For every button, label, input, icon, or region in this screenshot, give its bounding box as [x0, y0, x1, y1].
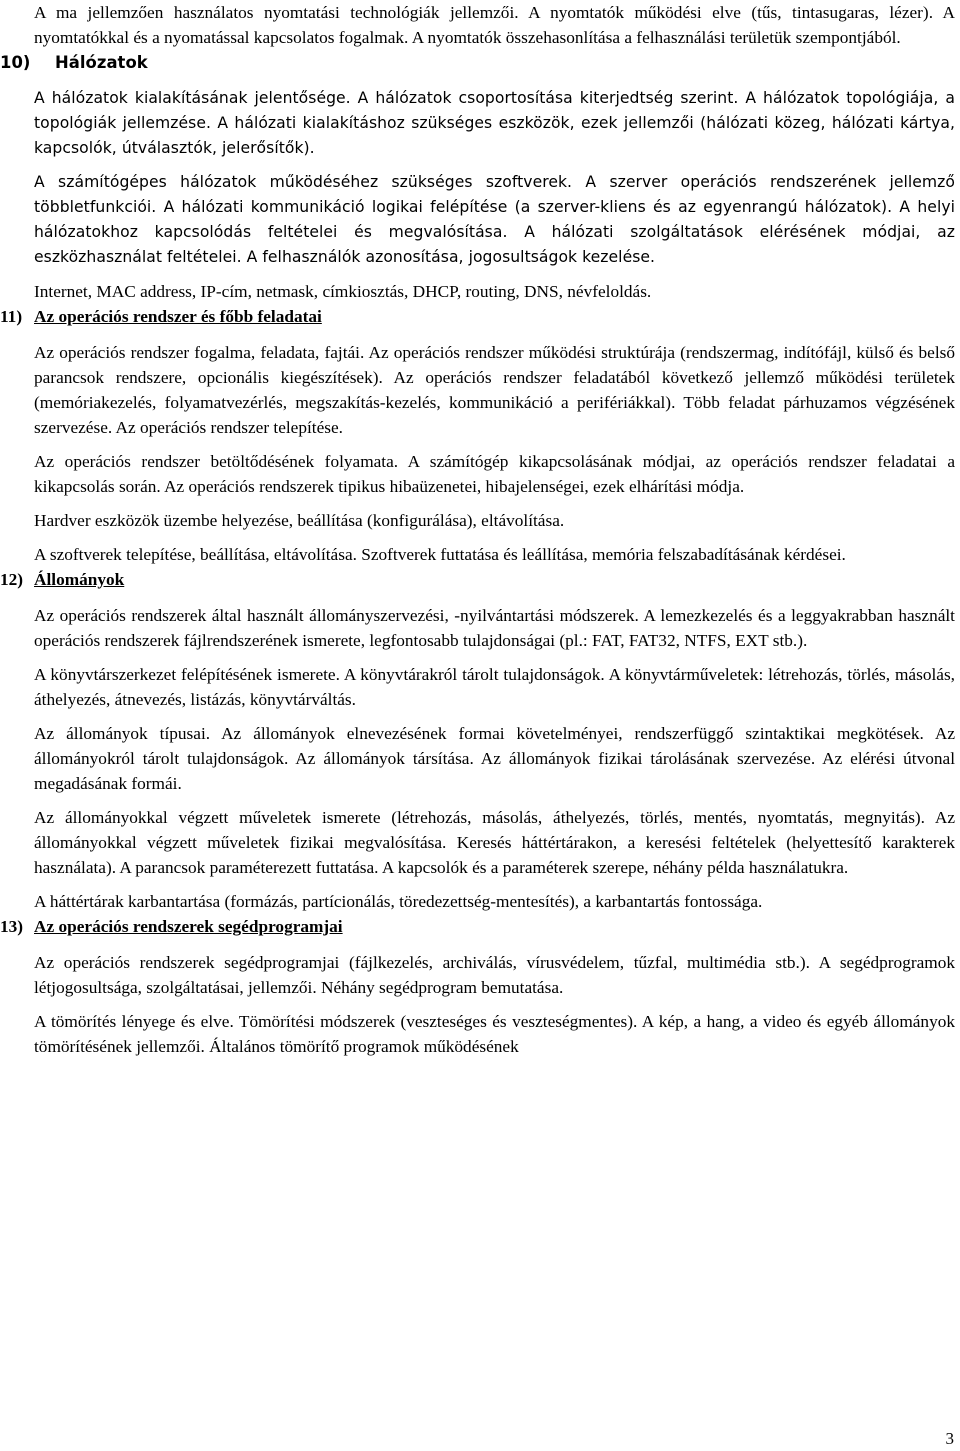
section-13-title: Az operációs rendszerek segédprogramjai [34, 917, 343, 936]
section-10-number: 10) [0, 53, 31, 72]
section-11-heading [0, 304, 955, 329]
section-10-paragraph-3: Internet, MAC address, IP-cím, netmask, címkiosztás, DHCP, routing, DNS, névfeloldás. [34, 282, 652, 301]
section-13-heading [0, 914, 955, 939]
section-12-heading [0, 567, 955, 592]
section-12-paragraph-3: Az állományok típusai. Az állományok elnevezésének formai követelményei, rendszerfüggő szintaktikai megkötések. Az állományokról tárolt tulajdonságok. Az állományok társítása. Az állományok fizikai tárolásának szervezése. Az elérési útvonal megadásának formái. [34, 724, 955, 793]
section-11-paragraph-2: Az operációs rendszer betöltődésének folyamata. A számítógép kikapcsolásának módjai, az operációs rendszer feladatai a kikapcsolás során. Az operációs rendszerek tipikus hibaüzenetei, hibajelenségei, ezek elhárítási módja. [34, 452, 955, 496]
section-12-number: 12) [0, 570, 24, 589]
page-number: 3 [945, 1429, 954, 1448]
section-12-paragraph-5: A háttértárak karbantartása (formázás, partícionálás, töredezettség-mentesítés), a karbantartás fontossága. [34, 892, 763, 911]
section-13-number: 13) [0, 917, 24, 936]
section-13-paragraph-1: Az operációs rendszerek segédprogramjai (fájlkezelés, archiválás, vírusvédelem, tűzfal, multimédia stb.). A segédprogramok létjogosultsága, szolgáltatásai, jellemzői. Néhány segédprogram bemutatása. [34, 953, 955, 997]
section-11-number: 11) [0, 307, 23, 326]
section-9-tail-paragraph: A ma jellemzően használatos nyomtatási technológiák jellemzői. A nyomtatók működési elve (tűs, tintasugaras, lézer). A nyomtatókkal és a nyomatással kapcsolatos fogalmak. A nyomtatók összehasonlítása a felhasználási területük szempontjából. [34, 3, 955, 47]
section-12-paragraph-2: A könyvtárszerkezet felépítésének ismerete. A könyvtárakról tárolt tulajdonságok. A könyvtárműveletek: létrehozás, törlés, másolás, áthelyezés, átnevezés, listázás, könyvtárváltás. [34, 665, 955, 709]
section-12-title: Állományok [34, 570, 125, 589]
section-12-paragraph-1: Az operációs rendszerek által használt állományszervezési, -nyilvántartási módszerek. A lemezkezelés és a leggyakrabban használt operációs rendszerek fájlrendszerének ismerete, legfontosabb tulajdonságai (pl.: FAT, FAT32, NTFS, EXT stb.). [34, 606, 955, 650]
section-12-paragraph-4: Az állományokkal végzett műveletek ismerete (létrehozás, másolás, áthelyezés, törlés, mentés, nyomtatás, megnyitás). Az állományokkal végzett műveletek fizikai megvalósítása. Keresés háttértárakon, a keresési feltételek (helyettesítő karakterek használata). A parancsok paraméterezett futtatása. A kapcsolók és a paraméterek szerepe, néhány példa használatukra. [34, 808, 955, 877]
section-10-heading [0, 50, 955, 75]
section-11-paragraph-4: A szoftverek telepítése, beállítása, eltávolítása. Szoftverek futtatása és leállítása, memória felszabadításának kérdései. [34, 545, 846, 564]
section-11-title: Az operációs rendszer és főbb feladatai [34, 307, 322, 326]
section-10-title: Hálózatok [55, 53, 148, 72]
section-11-paragraph-1: Az operációs rendszer fogalma, feladata, fajtái. Az operációs rendszer működési struktúrája (rendszermag, indítófájl, külső és belső parancsok rendszere, opcionális kiegészítések). Az operációs rendszer feladatából következő jellemző működési területek (memóriakezelés, folyamatvezérlés, megszakítás-kezelés, kommunikáció a perifériákkal). Több feladat párhuzamos végzésének szervezése. Az operációs rendszer telepítése. [34, 343, 955, 437]
section-10-paragraph-2: A számítógépes hálózatok működéséhez szükséges szoftverek. A szerver operációs rendszerének jellemző többletfunkciói. A hálózati kommunikáció logikai felépítése (a szerver-kliens és az egyenrangú hálózatok). A helyi hálózatokhoz kapcsolódás feltételei és megvalósítása. A hálózati szolgáltatások elérésének módjai, az eszközhasználat feltételei. A felhasználók azonosítása, jogosultságok kezelése. [34, 173, 955, 266]
section-13-paragraph-2: A tömörítés lényege és elve. Tömörítési módszerek (veszteséges és veszteségmentes). A kép, a hang, a video és egyéb állományok tömörítésének jellemzői. Általános tömörítő programok működésének [34, 1012, 955, 1056]
section-10-paragraph-1: A hálózatok kialakításának jelentősége. A hálózatok csoportosítása kiterjedtség szerint. A hálózatok topológiája, a topológiák jellemzése. A hálózati kialakításhoz szükséges eszközök, ezek jellemzői (hálózati közeg, hálózati kártya, kapcsolók, útválasztók, jelerősítők). [34, 89, 955, 157]
section-11-paragraph-3: Hardver eszközök üzembe helyezése, beállítása (konfigurálása), eltávolítása. [34, 511, 565, 530]
